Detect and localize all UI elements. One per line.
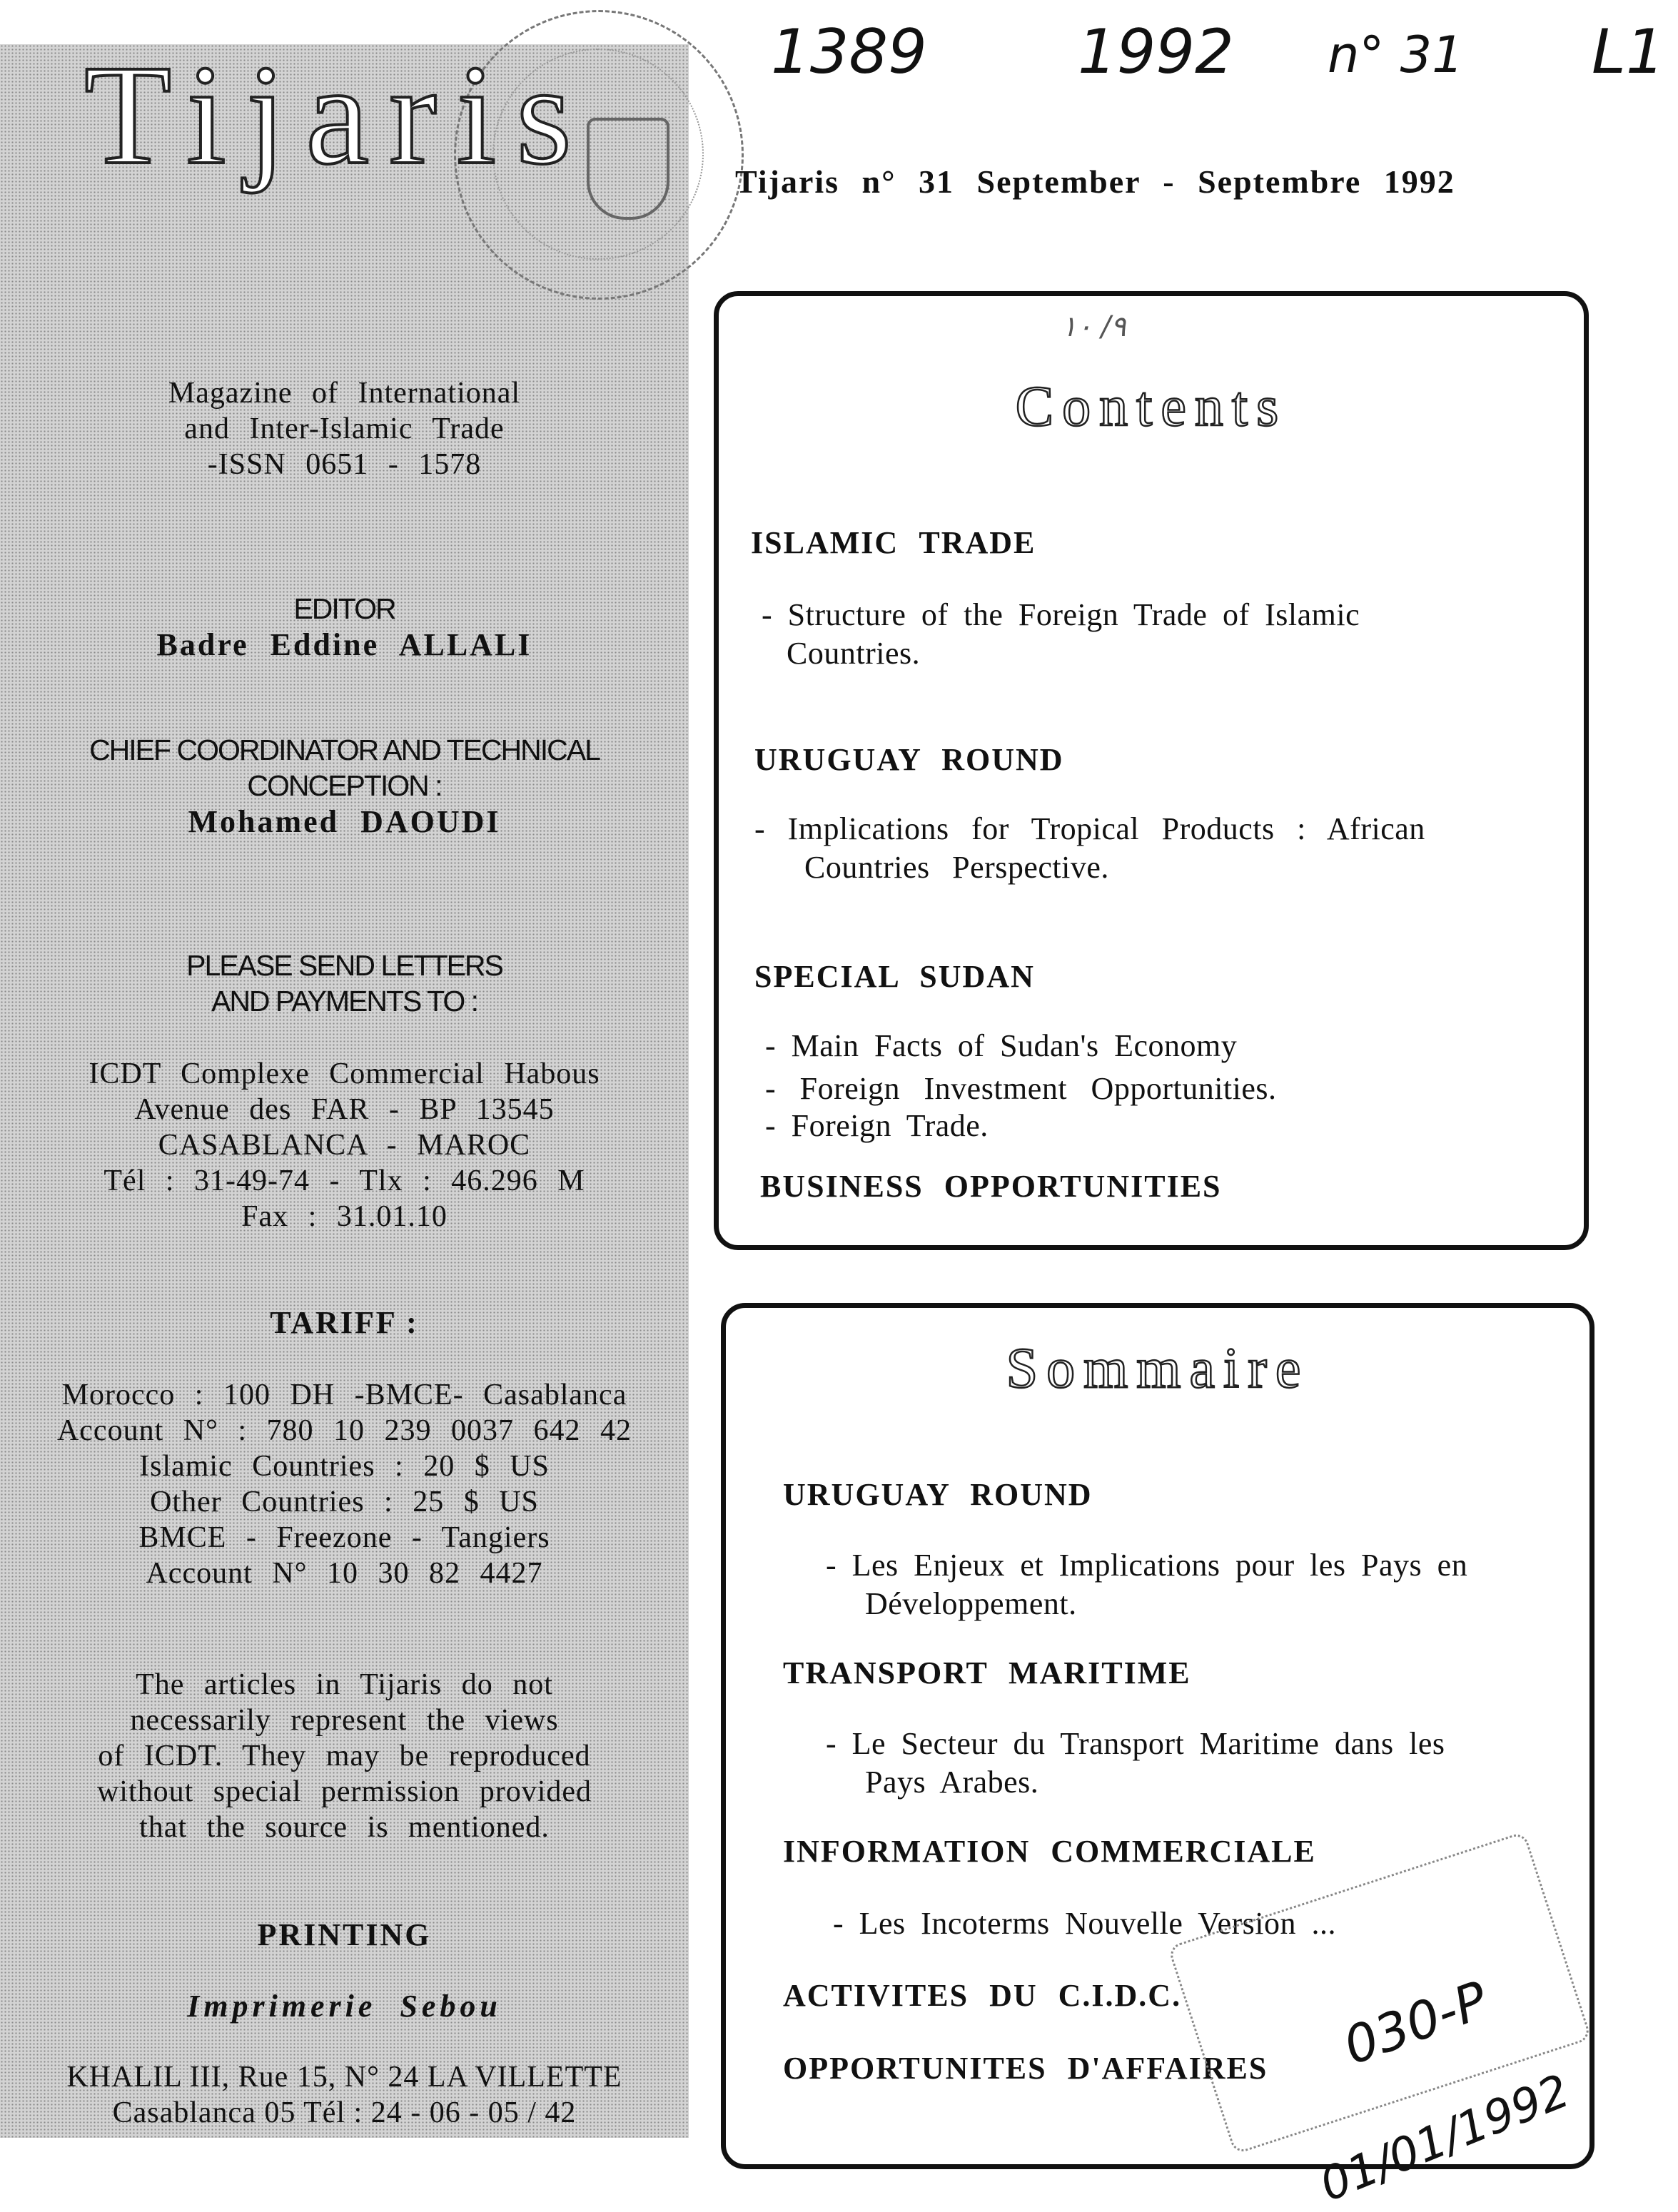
disclaimer-line: that the source is mentioned.: [139, 1811, 550, 1844]
coordinator-name: Mohamed DAOUDI: [188, 804, 501, 839]
fax-line: Fax : 31.01.10: [241, 1200, 448, 1233]
sommaire-item: - Les Incoterms Nouvelle Version ...: [833, 1906, 1337, 1941]
postal-address: [14, 1056, 674, 1234]
issn-line: -ISSN 0651 - 1578: [207, 448, 482, 481]
contents-item: - Main Facts of Sudan's Economy: [765, 1028, 1238, 1063]
sommaire-item: - Les Enjeux et Implications pour les Pays en: [826, 1548, 1468, 1583]
printer-name: Imprimerie Sebou: [187, 1989, 502, 2024]
sommaire-item: Développement.: [865, 1586, 1077, 1621]
masthead-logo: Tijaris: [84, 36, 592, 194]
address-line: ICDT Complexe Commercial Habous: [89, 1057, 600, 1090]
contents-heading: URUGUAY ROUND: [754, 742, 1064, 777]
sommaire-item: - Le Secteur du Transport Maritime dans les: [826, 1726, 1445, 1761]
sommaire-item: Pays Arabes.: [865, 1765, 1039, 1800]
sommaire-heading: URUGUAY ROUND: [783, 1477, 1093, 1512]
contents-title: Contents: [1015, 375, 1288, 438]
send-label: [14, 948, 674, 1019]
archive-stamp-date: 01/01/1992: [1313, 2064, 1577, 2212]
tariff-line: Account N° 10 30 82 4427: [146, 1557, 543, 1590]
contents-item: Countries Perspective.: [804, 850, 1109, 885]
sommaire-heading: INFORMATION COMMERCIALE: [783, 1834, 1316, 1869]
contents-item: - Structure of the Foreign Trade of Islamic: [762, 597, 1360, 632]
contents-item: - Implications for Tropical Products : African: [754, 811, 1425, 846]
disclaimer-line: without special permission provided: [96, 1775, 592, 1808]
printer-address-line: KHALIL III, Rue 15, N° 24 LA VILLETTE: [66, 2061, 622, 2094]
tariff-label: TARIFF :: [270, 1305, 419, 1340]
phone-line: Tél : 31-49-74 - Tlx : 46.296 M: [103, 1165, 585, 1197]
disclaimer-line: of ICDT. They may be reproduced: [98, 1740, 591, 1772]
sommaire-heading: ACTIVITES DU C.I.D.C.: [783, 1978, 1182, 2013]
editor-name: Badre Eddine ALLALI: [156, 627, 532, 662]
stamp-shield-icon: [587, 118, 669, 220]
coordinator-label: [14, 732, 674, 803]
handwritten-ref-number: 1389: [771, 16, 927, 88]
sommaire-heading: TRANSPORT MARITIME: [783, 1655, 1191, 1690]
archive-stamp-code: 030-P: [1335, 1969, 1495, 2076]
handwritten-ref-issue: n° 31: [1328, 26, 1464, 84]
printer-address: [14, 2059, 674, 2131]
handwritten-ref-code: L1: [1592, 16, 1665, 88]
contents-item: Countries.: [787, 636, 921, 671]
contents-heading: SPECIAL SUDAN: [754, 959, 1035, 994]
handwritten-ref-year: 1992: [1078, 16, 1234, 88]
send-label-line: AND PAYMENTS TO :: [211, 985, 478, 1018]
editor-label: EDITOR: [293, 592, 395, 625]
coordinator-label-line: CHIEF COORDINATOR AND TECHNICAL: [89, 734, 600, 766]
issue-line: Tijaris n° 31 September - Septembre 1992: [735, 163, 1455, 200]
tariff-line: BMCE - Freezone - Tangiers: [138, 1521, 550, 1554]
contents-item: - Foreign Trade.: [765, 1108, 989, 1143]
tariff-line: Morocco : 100 DH -BMCE- Casablanca: [61, 1379, 627, 1411]
tariff-line: Other Countries : 25 $ US: [150, 1486, 539, 1518]
sommaire-title: Sommaire: [1006, 1337, 1310, 1400]
tagline: [14, 375, 674, 482]
disclaimer: [14, 1667, 674, 1845]
printing-label: PRINTING: [257, 1917, 432, 1952]
contents-box: [714, 291, 1589, 1250]
tagline-line: Magazine of International: [168, 377, 521, 410]
sommaire-heading: OPPORTUNITES D'AFFAIRES: [783, 2051, 1268, 2086]
coordinator-label-line: CONCEPTION :: [247, 769, 442, 802]
tariff-line: Account N° : 780 10 239 0037 642 42: [56, 1414, 632, 1447]
address-line: Avenue des FAR - BP 13545: [134, 1093, 555, 1126]
disclaimer-line: necessarily represent the views: [130, 1704, 559, 1737]
tariff-line: Islamic Countries : 20 $ US: [139, 1450, 550, 1483]
contents-heading: ISLAMIC TRADE: [751, 525, 1036, 560]
printer-address-line: Casablanca 05 Tél : 24 - 06 - 05 / 42: [112, 2096, 577, 2129]
pencil-note: ٩/ ١٠: [1061, 310, 1126, 343]
contents-heading: BUSINESS OPPORTUNITIES: [760, 1169, 1222, 1204]
contents-item: - Foreign Investment Opportunities.: [765, 1071, 1277, 1106]
address-line: CASABLANCA - MAROC: [158, 1129, 531, 1162]
tagline-line: and Inter-Islamic Trade: [184, 412, 505, 445]
send-label-line: PLEASE SEND LETTERS: [186, 949, 502, 982]
disclaimer-line: The articles in Tijaris do not: [136, 1668, 553, 1701]
tariff-list: [14, 1377, 674, 1591]
